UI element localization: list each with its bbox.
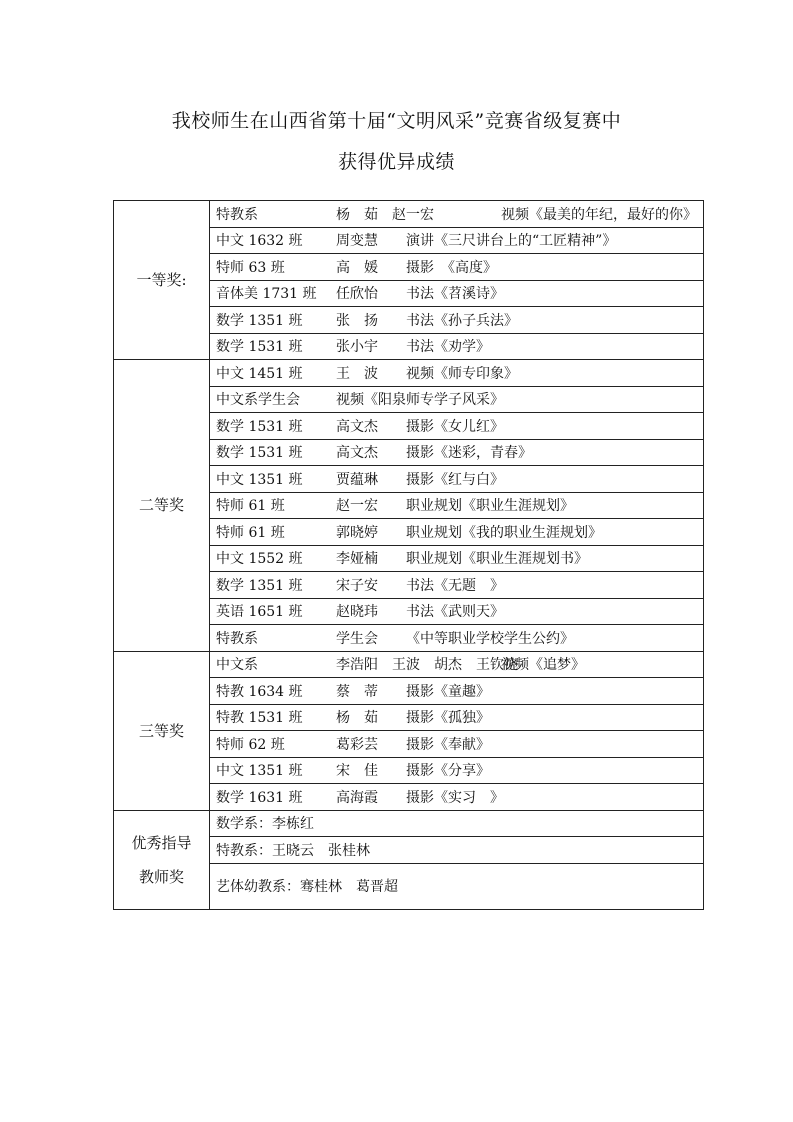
entry-work: 摄影《女儿红》 bbox=[406, 418, 504, 435]
entry-unit: 音体美 1731 班 bbox=[216, 286, 317, 303]
entry-unit: 艺体幼教系：骞桂林 葛晋超 bbox=[216, 879, 398, 895]
entry-name: 周变慧 bbox=[336, 233, 378, 250]
entry-work: 视频《追梦》 bbox=[501, 657, 585, 674]
entry-work: 职业规划《职业生涯规划》 bbox=[406, 498, 574, 515]
table-row bbox=[114, 810, 704, 837]
award-entry bbox=[210, 254, 704, 281]
entry-name: 任欣怡 bbox=[336, 286, 378, 303]
entry-name: 郭晓婷 bbox=[336, 524, 378, 541]
entry-name: 视频《阳泉师专学子风采》 bbox=[336, 392, 504, 409]
award-entry bbox=[210, 466, 704, 493]
award-entry bbox=[210, 360, 704, 387]
award-entry bbox=[210, 280, 704, 307]
entry-unit: 中文 1451 班 bbox=[216, 365, 303, 382]
award-entry bbox=[210, 784, 704, 811]
award-category: 二等奖 bbox=[114, 360, 210, 652]
entry-name: 杨 茹 赵一宏 bbox=[336, 206, 434, 223]
award-entry bbox=[210, 227, 704, 254]
entry-unit: 中文 1351 班 bbox=[216, 471, 303, 488]
entry-unit: 特教系：王晓云 张桂林 bbox=[216, 842, 370, 859]
table-row bbox=[114, 201, 704, 228]
table-row bbox=[114, 651, 704, 678]
entry-work: 摄影《奉献》 bbox=[406, 736, 490, 753]
entry-work: 摄影《孤独》 bbox=[406, 710, 490, 727]
entry-unit: 数学 1531 班 bbox=[216, 418, 303, 435]
award-category: 一等奖: bbox=[114, 201, 210, 360]
entry-unit: 数学 1351 班 bbox=[216, 577, 303, 594]
entry-work: 视频《师专印象》 bbox=[406, 365, 518, 382]
entry-work: 《中等职业学校学生公约》 bbox=[406, 630, 574, 647]
award-entry bbox=[210, 413, 704, 440]
entry-name: 王 波 bbox=[336, 365, 378, 382]
entry-name: 张小宇 bbox=[336, 339, 378, 356]
entry-work: 摄影《童趣》 bbox=[406, 683, 490, 700]
award-entry bbox=[210, 333, 704, 360]
award-category: 三等奖 bbox=[114, 651, 210, 810]
award-entry bbox=[210, 625, 704, 652]
award-entry bbox=[210, 439, 704, 466]
award-entry bbox=[210, 545, 704, 572]
entry-name: 赵一宏 bbox=[336, 498, 378, 515]
entry-work: 摄影《红与白》 bbox=[406, 471, 504, 488]
entry-name: 李浩阳 王波 胡杰 王钦饶 bbox=[336, 657, 518, 674]
award-entry bbox=[210, 731, 704, 758]
award-entry bbox=[210, 307, 704, 334]
award-entry bbox=[210, 386, 704, 413]
entry-name: 葛彩芸 bbox=[336, 736, 378, 753]
entry-work: 书法《孙子兵法》 bbox=[406, 312, 518, 329]
entry-work: 职业规划《我的职业生涯规划》 bbox=[406, 524, 602, 541]
entry-work: 书法《武则天》 bbox=[406, 604, 504, 621]
entry-unit: 数学 1351 班 bbox=[216, 312, 303, 329]
entry-work: 书法《无题 》 bbox=[406, 577, 504, 594]
entry-work: 演讲《三尺讲台上的“工匠精神”》 bbox=[406, 233, 617, 250]
entry-unit: 特师 61 班 bbox=[216, 498, 285, 515]
award-entry bbox=[210, 678, 704, 705]
award-category-line: 教师奖 bbox=[138, 867, 184, 886]
entry-name: 高 媛 bbox=[336, 259, 378, 276]
award-entry bbox=[210, 572, 704, 599]
table-row bbox=[114, 360, 704, 387]
entry-unit: 中文 1632 班 bbox=[216, 233, 303, 250]
entry-work: 摄影《实习 》 bbox=[406, 789, 504, 806]
entry-work: 视频《最美的年纪，最好的你》 bbox=[501, 206, 697, 223]
entry-name: 高文杰 bbox=[336, 418, 378, 435]
entry-unit: 特师 61 班 bbox=[216, 524, 285, 541]
entry-work: 摄影 《高度》 bbox=[406, 259, 497, 276]
award-entry bbox=[210, 201, 704, 228]
award-entry bbox=[210, 519, 704, 546]
entry-name: 杨 茹 bbox=[336, 710, 378, 727]
entry-unit: 中文系学生会 bbox=[216, 392, 300, 409]
entry-name: 宋 佳 bbox=[336, 763, 378, 780]
entry-name: 宋子安 bbox=[336, 577, 378, 594]
award-entry bbox=[210, 863, 704, 909]
entry-unit: 中文 1351 班 bbox=[216, 763, 303, 780]
entry-unit: 数学 1531 班 bbox=[216, 339, 303, 356]
entry-unit: 中文 1552 班 bbox=[216, 551, 303, 568]
award-category-line: 优秀指导 bbox=[131, 833, 192, 852]
award-entry bbox=[210, 837, 704, 864]
entry-unit: 特教系 bbox=[216, 630, 258, 647]
entry-unit: 数学 1531 班 bbox=[216, 445, 303, 462]
entry-work: 书法《苕溪诗》 bbox=[406, 286, 504, 303]
title-line-2: 获得优异成绩 bbox=[337, 151, 455, 173]
award-entry bbox=[210, 598, 704, 625]
entry-unit: 中文系 bbox=[216, 657, 258, 674]
award-entry bbox=[210, 810, 704, 837]
entry-unit: 特师 63 班 bbox=[216, 259, 285, 276]
title-line-1: 我校师生在山西省第十届“文明风采”竞赛省级复赛中 bbox=[171, 110, 622, 132]
entry-name: 高海霞 bbox=[336, 789, 378, 806]
entry-unit: 英语 1651 班 bbox=[216, 604, 303, 621]
awards-table bbox=[113, 200, 704, 910]
entry-unit: 数学 1631 班 bbox=[216, 789, 303, 806]
entry-name: 学生会 bbox=[336, 630, 378, 647]
entry-unit: 特教 1634 班 bbox=[216, 683, 303, 700]
entry-name: 李娅楠 bbox=[336, 551, 378, 568]
award-entry bbox=[210, 492, 704, 519]
entry-name: 蔡 蒂 bbox=[336, 683, 378, 700]
entry-name: 高文杰 bbox=[336, 445, 378, 462]
entry-name: 张 扬 bbox=[336, 312, 378, 329]
entry-work: 职业规划《职业生涯规划书》 bbox=[406, 551, 588, 568]
entry-work: 摄影《分享》 bbox=[406, 763, 490, 780]
entry-unit: 特教 1531 班 bbox=[216, 710, 303, 727]
entry-name: 赵晓玮 bbox=[336, 604, 378, 621]
entry-unit: 数学系：李栋红 bbox=[216, 816, 314, 833]
award-category bbox=[114, 810, 210, 909]
award-entry bbox=[210, 704, 704, 731]
entry-unit: 特师 62 班 bbox=[216, 736, 285, 753]
entry-work: 摄影《迷彩，青春》 bbox=[406, 445, 532, 462]
award-entry bbox=[210, 757, 704, 784]
entry-name: 贾蕴琳 bbox=[336, 471, 378, 488]
entry-work: 书法《劝学》 bbox=[406, 339, 490, 356]
entry-unit: 特教系 bbox=[216, 206, 258, 223]
award-entry bbox=[210, 651, 704, 678]
